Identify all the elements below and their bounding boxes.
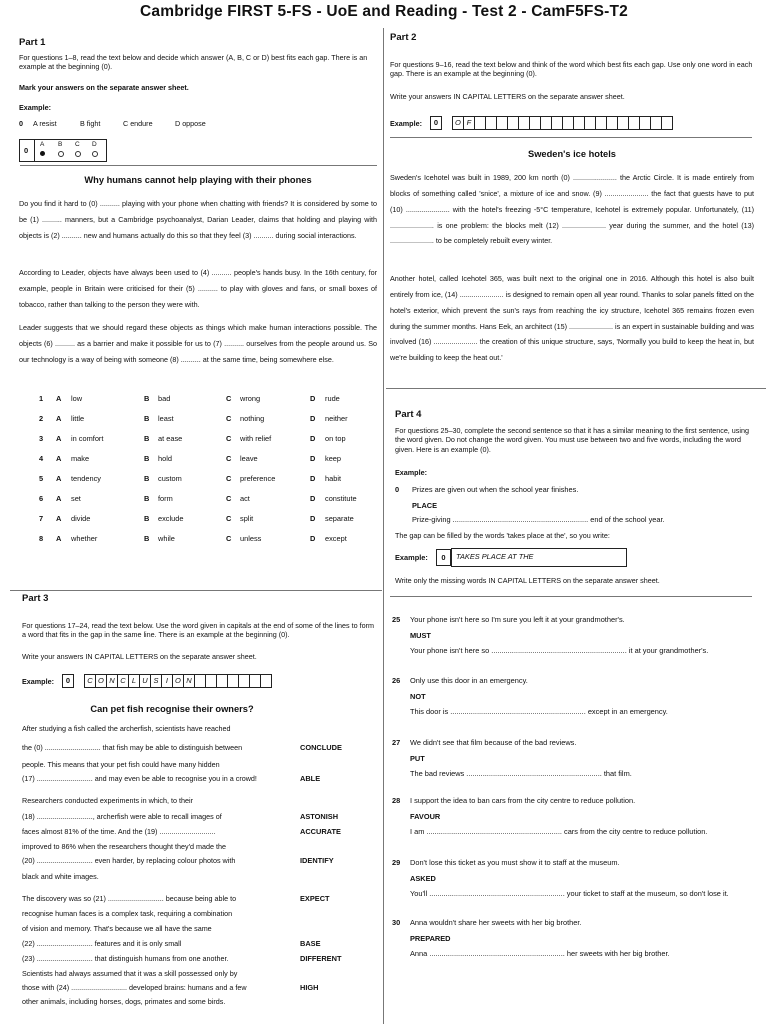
divider xyxy=(390,137,752,138)
part1-options xyxy=(39,394,379,554)
part1-text-title: Why humans cannot help playing with their phones xyxy=(84,175,312,185)
divider xyxy=(10,590,382,591)
option-row: 7 A divide B exclude C split D separate xyxy=(39,514,354,523)
option-row: 1 A low B bad C wrong D rude xyxy=(39,394,340,403)
example-option-a: A resist xyxy=(33,119,57,128)
part4-example-answer: Example: 0 TAKES PLACE AT THE xyxy=(395,548,627,567)
part1-paragraph: Leader suggests that we should regard these objects as things which make human interactions possible. The objects (6) .......... as a barrier and make it possible for us to (7) .......... ourselves from the people around us. So our technology is a way of being with someone (8) .......... at the same time, being somewhere else. xyxy=(19,323,377,364)
part1-mark-note: Mark your answers on the separate answer sheet. xyxy=(19,83,189,92)
example-option-c: C endure xyxy=(123,119,153,128)
option-row: 2 A little B least C nothing D neither xyxy=(39,414,348,423)
part1-paragraph: Do you find it hard to (0) .......... playing with your phone when chatting with friends? It is considered by some to be (1) .......... manners, but a Cambridge psychoanalyst, Darian Leader, claims that holding and playing with objects is (2) .......... new and humans actually do this so that they feel (3) .......... during social interactions. xyxy=(19,199,377,240)
divider xyxy=(386,388,766,389)
filled-bubble-icon xyxy=(40,151,45,156)
part2-write-note: Write your answers IN CAPITAL LETTERS on the separate answer sheet. xyxy=(390,92,625,101)
part3-text: After studying a fish called the archerfish, scientists have reached the (0) ............................ that fish may be able to distinguish between CONCLUDE people. This means that your pet fish could have many hidden (17) ............................ and may even be able to recognise you in a crowd! ABLE Researchers conducted experiments in which, to their (18) ............................, archerfish were able to recall images of ASTONISH faces almost 81% of the time. And the (19) ............................ ACCURATE improved to 86% when the researchers thought they'd made the (20) ............................ even harder, by replacing colour photos with IDENTIFY black and white images. The discovery was so (21) ............................ because being able to EXPECT recognise human faces is a complex task, requiring a combination of vision and memory. That's because we all have the same (22) ............................ features and it is only small BASE (23) ............................ that distinguish humans from one another. DIFFERENT Scientists had always assumed that it was a skill possessed only by those with (24) ............................ developed brains: humans and a few HIGH other animals, including horses, dogs, primates and some birds. xyxy=(22,724,342,1006)
example-option-d: D oppose xyxy=(175,119,206,128)
page-title: Cambridge FIRST 5-FS - UoE and Reading - Test 2 - CamF5FS-T2 xyxy=(140,3,628,20)
part4-instructions: For questions 25–30, complete the second sentence so that it has a similar meaning to the first sentence, using the word given. Do not change the word given. You must use between two and five words, including the word given. Here is an example (0). xyxy=(395,426,749,454)
option-row: 4 A make B hold C leave D keep xyxy=(39,454,342,463)
part1-paragraph: According to Leader, objects have always been used to (4) .......... people's hands busy. In the 16th century, for example, people in Britain were criticised for their (5) .......... to play with gloves and fans, or small boxes of tobacco, rather than talking to the person they were with. xyxy=(19,268,377,309)
empty-bubble-icon xyxy=(92,151,98,157)
part1-instructions: For questions 1–8, read the text below and decide which answer (A, B, C or D) best fits each gap. There is an example at the beginning (0). xyxy=(19,53,368,72)
example-option-b: B fight xyxy=(80,119,101,128)
divider xyxy=(20,165,377,166)
part3-write-note: Write your answers IN CAPITAL LETTERS on the separate answer sheet. xyxy=(22,652,257,661)
part2-example-row: Example: 0 O F xyxy=(390,116,672,130)
divider xyxy=(390,596,752,597)
part2-instructions: For questions 9–16, read the text below and think of the word which best fits each gap. Use only one word in each gap. There is an example at the beginning (0). xyxy=(390,60,753,79)
part1-example-label: Example: xyxy=(19,103,51,112)
part2-paragraph: Another hotel, called Icehotel 365, was built next to the original one in 2016. Although this hotel is also built entirely from ice, (14) ...................... is designed to remain open all year round. Thanks to solar panels fitted on the hotel's exterior, which prevent the sun's rays from reaching the icy structure, Icehotel 365 remains frozen even during the summer months. Hans Eek, an architect (15) ...................... is an expert in sustainable building and was involved (16) ...................... the creation of this unique structure, says, 'Normally you build to keep the heat in, but we're building to keep the heat out.' xyxy=(390,274,754,363)
part4-write-note: Write only the missing words IN CAPITAL LETTERS on the separate answer sheet. xyxy=(395,576,660,585)
option-row: 8 A whether B while C unless D except xyxy=(39,534,347,543)
empty-bubble-icon xyxy=(75,151,81,157)
answer-grid-example: 0 A B C D xyxy=(19,139,107,162)
part3-heading: Part 3 xyxy=(22,593,49,604)
example-number: 0 xyxy=(19,119,23,128)
part3-instructions: For questions 17–24, read the text below. Use the word given in capitals at the end of some of the lines to form a word that fits in the gap in the same line. There is an example at the beginning (0). xyxy=(22,621,374,640)
part3-example-row: Example: 0 C O N C L U S I O N xyxy=(22,674,271,688)
option-row: 3 A in comfort B at ease C with relief D on top xyxy=(39,434,346,443)
option-row: 5 A tendency B custom C preference D habit xyxy=(39,474,342,483)
part4-heading: Part 4 xyxy=(395,409,422,420)
part4-gap-note: The gap can be filled by the words 'takes place at the', so you write: xyxy=(395,531,610,540)
column-divider xyxy=(383,28,384,1024)
part4-questions: 25 Your phone isn't here so I'm sure you left it at your grandmother's. MUST Your phone isn't here so .................................................................. it at your grandmother's. 26 Only use this door in an emergency. NOT This door is .................................................................. except in an emergency. 27 We didn't see that film because of the bad reviews. PUT The bad reviews .................................................................. that film. 28 I support the idea to ban cars from the city centre to reduce pollution. FAVOUR I am .................................................................. cars from the city centre to reduce pollution. 29 Don't lose this ticket as you must show it to staff at the museum. ASKED You'll .................................................................. your ticket to staff at the museum, so don't lose it. 30 Anna wouldn't share her sweets with her big brother. PREPARED Anna .................................................................. her sweets with her big brother. xyxy=(392,615,729,958)
part1-heading: Part 1 xyxy=(19,37,46,48)
part4-example-label: Example: xyxy=(395,468,427,477)
grid-number: 0 xyxy=(24,146,29,155)
part2-text-title: Sweden's ice hotels xyxy=(528,149,616,159)
part2-heading: Part 2 xyxy=(390,32,417,43)
part2-paragraph: Sweden's Icehotel was built in 1989, 200 km north (0) ...................... the Arctic Circle. It is made entirely from blocks of something called 'snice', a mixture of ice and snow. (9) ...................... the fact that guests have to put (10) ...................... with the hotel's freezing -5°C temperature, Icehotel is extremely popular. Unfortunately, (11) ...................... is one problem: the blocks melt (12) ...................... year during the summer, and the hotel (13) ...................... to be completely rebuilt every winter. xyxy=(390,173,754,246)
empty-bubble-icon xyxy=(58,151,64,157)
option-row: 6 A set B form C act D constitute xyxy=(39,494,357,503)
part3-text-title: Can pet fish recognise their owners? xyxy=(90,704,254,714)
